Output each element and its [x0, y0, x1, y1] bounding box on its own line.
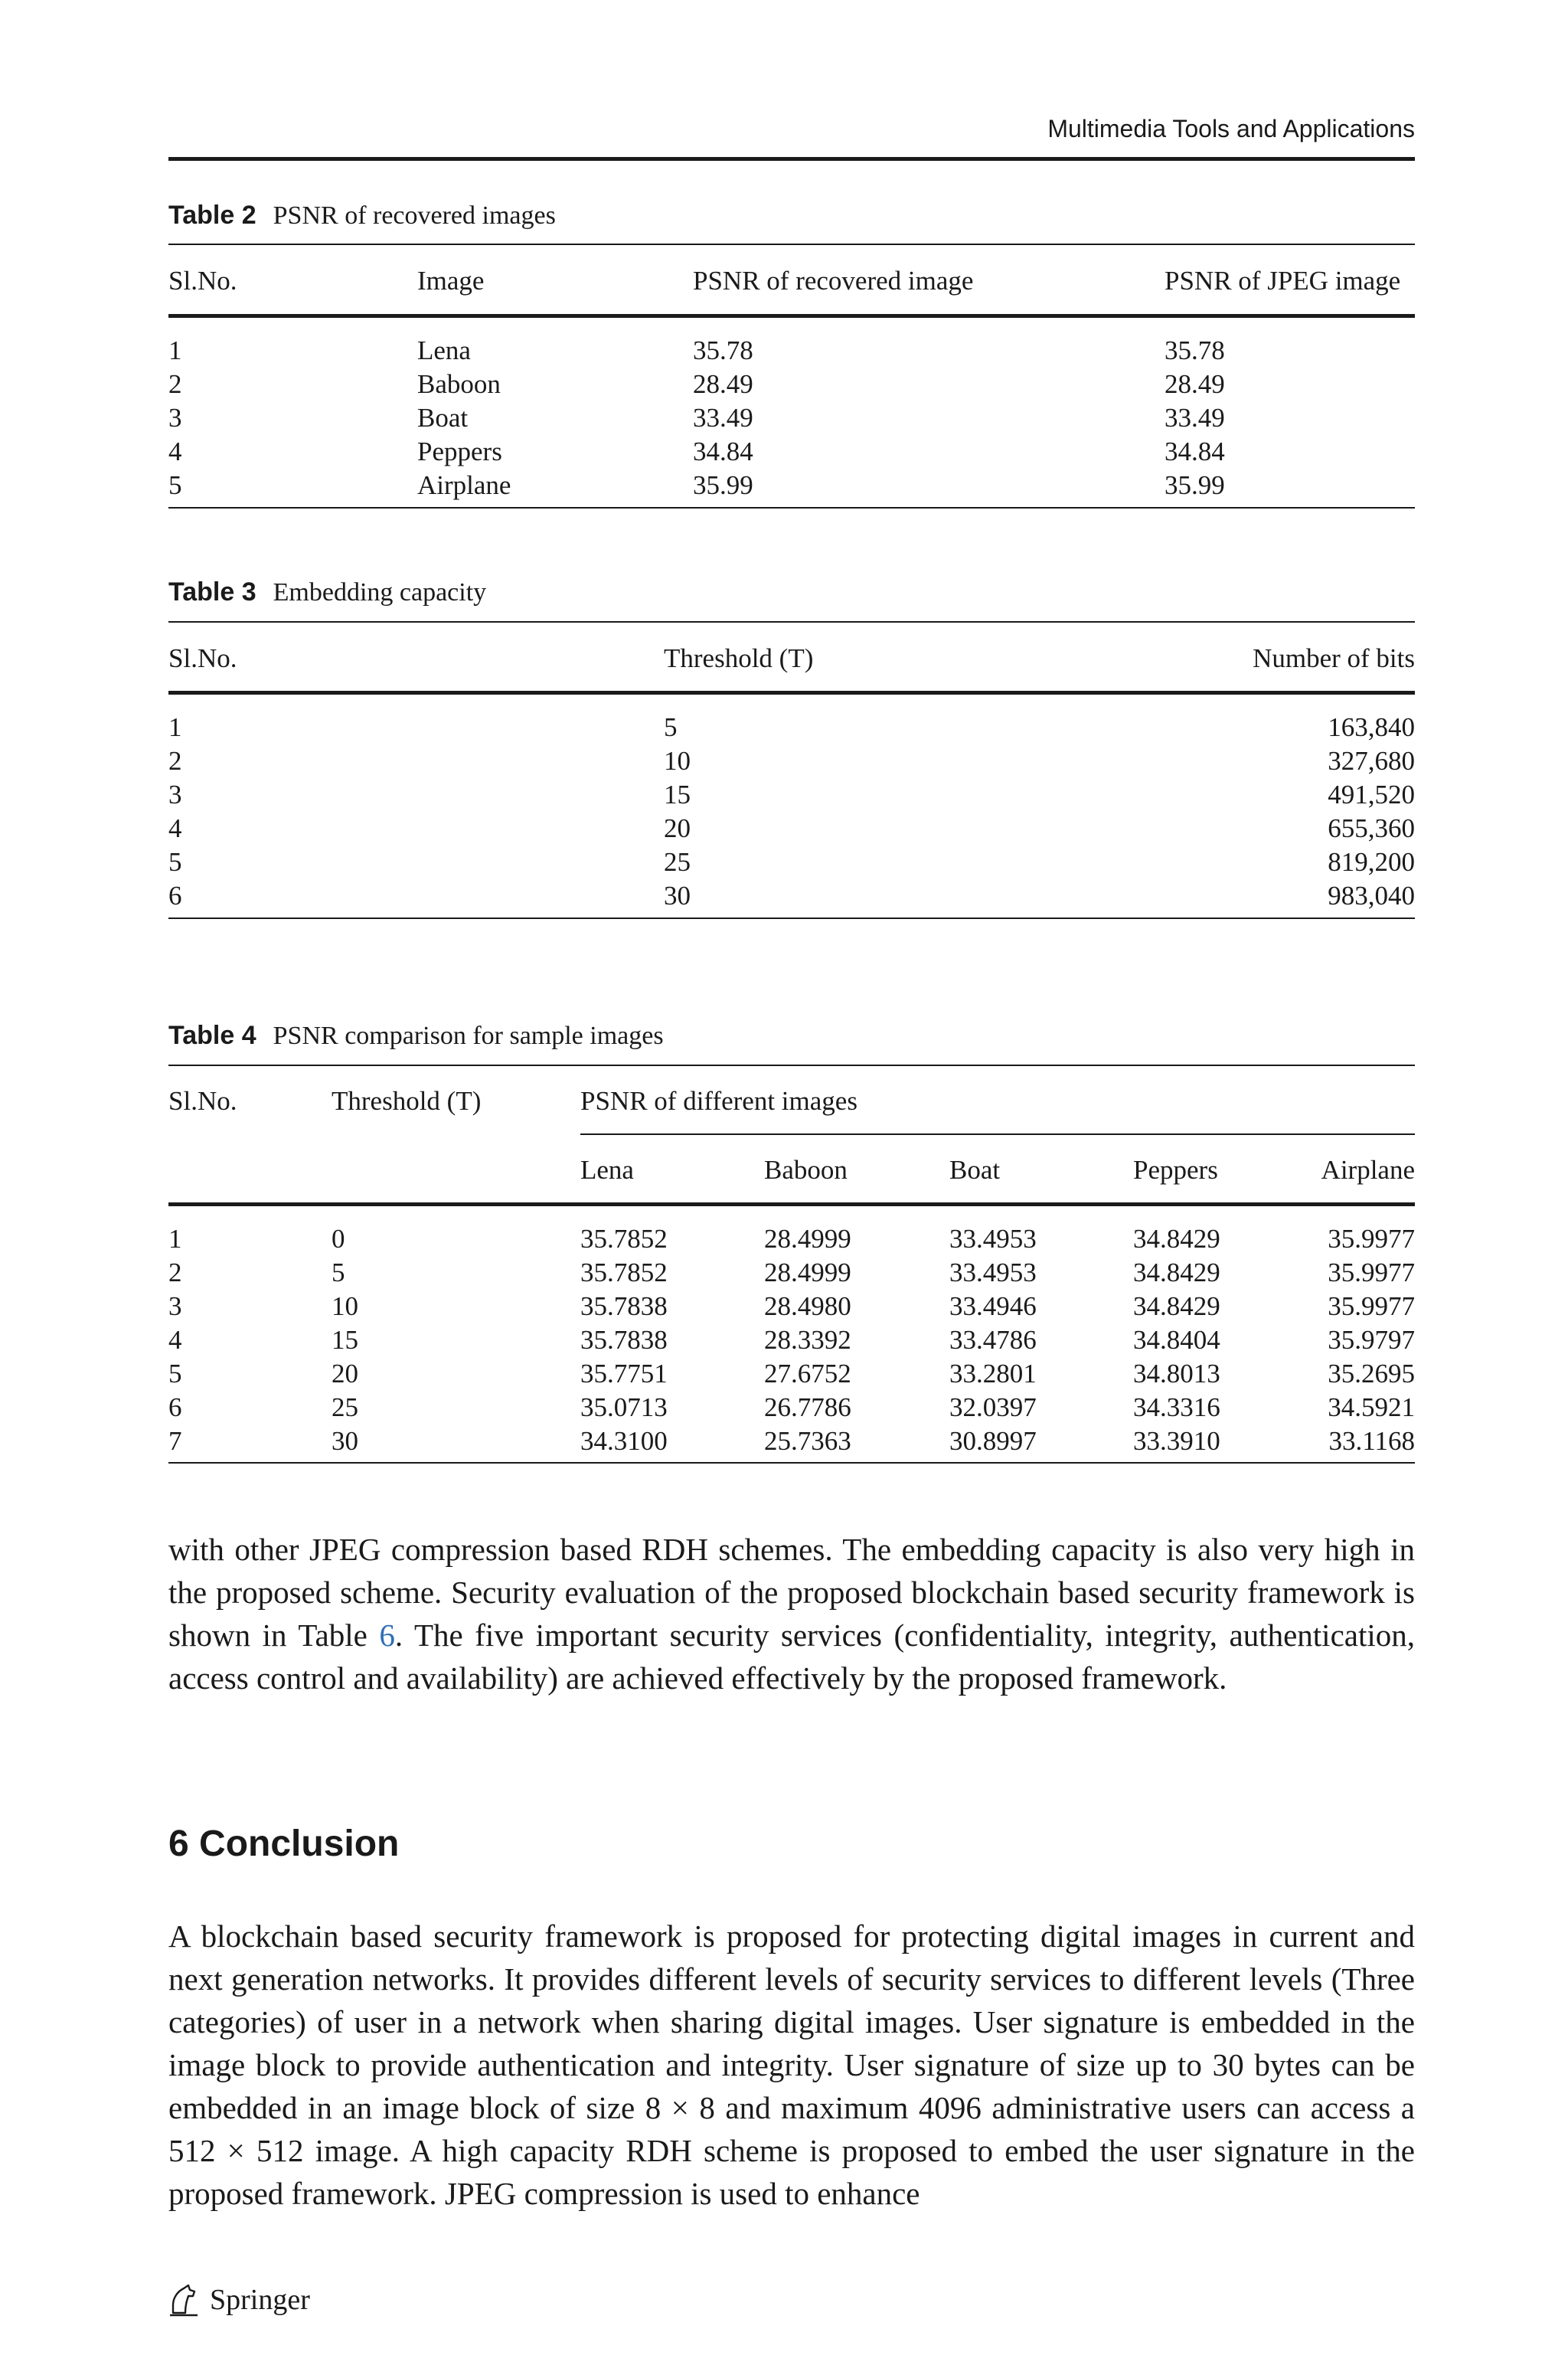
table4-row-cell-lena: 35.7852 [580, 1224, 668, 1254]
table4-row-cell-threshold: 25 [332, 1392, 358, 1422]
table2-label: Table 2 [168, 201, 256, 230]
table4-subheader-lena: Lena [580, 1155, 634, 1185]
table3-row-cell-bits: 655,360 [1328, 813, 1415, 843]
table4-header-slno: Sl.No. [168, 1086, 237, 1116]
table2-row-cell-slno: 1 [168, 335, 182, 365]
table4-row-cell-lena: 35.7838 [580, 1325, 668, 1355]
table4-row-cell-lena: 35.7852 [580, 1258, 668, 1287]
table4-caption [168, 1021, 664, 1051]
table3-caption [168, 577, 486, 607]
table3-row-cell-bits: 819,200 [1328, 847, 1415, 877]
table2-row-cell-image: Baboon [417, 369, 501, 399]
table3-row-cell-slno: 4 [168, 813, 182, 843]
table4-row-cell-slno: 6 [168, 1392, 182, 1422]
table4-title: PSNR comparison for sample images [273, 1022, 664, 1050]
table4-header-rule [168, 1202, 1415, 1206]
table4-row-cell-slno: 7 [168, 1426, 182, 1456]
table4-row-cell-baboon: 28.4999 [764, 1258, 851, 1287]
table4-row-cell-lena: 35.0713 [580, 1392, 668, 1422]
table2-row-cell-slno: 4 [168, 437, 182, 466]
table4-row-cell-threshold: 30 [332, 1426, 358, 1456]
table4-row-cell-boat: 33.4953 [949, 1258, 1037, 1287]
table2-row-cell-psnr-recovered: 35.78 [693, 335, 753, 365]
table4-row-cell-airplane: 35.2695 [1328, 1359, 1415, 1389]
table3-header-slno: Sl.No. [168, 643, 237, 673]
table2-header-psnr-jpeg: PSNR of JPEG image [1165, 266, 1401, 296]
table4-row-cell-peppers: 34.8013 [1133, 1359, 1220, 1389]
table3-row-cell-bits: 163,840 [1328, 712, 1415, 742]
table3-header-bits: Number of bits [1253, 643, 1415, 673]
table3-row-cell-threshold: 20 [664, 813, 691, 843]
table3-label: Table 3 [168, 577, 256, 607]
table3-row-cell-threshold: 25 [664, 847, 691, 877]
springer-horse-logo-icon [168, 2282, 199, 2317]
table4-row-cell-airplane: 35.9977 [1328, 1224, 1415, 1254]
table3-row-cell-bits: 491,520 [1328, 780, 1415, 810]
table4-row-cell-boat: 33.4786 [949, 1325, 1037, 1355]
table4-row-cell-baboon: 26.7786 [764, 1392, 851, 1422]
table2-caption [168, 201, 556, 231]
table2-row-cell-psnr-recovered: 34.84 [693, 437, 753, 466]
table2-row-cell-image: Boat [417, 403, 469, 433]
table4-row-cell-airplane: 35.9977 [1328, 1291, 1415, 1321]
table4-row-cell-boat: 33.4953 [949, 1224, 1037, 1254]
table4-row-cell-airplane: 35.9977 [1328, 1258, 1415, 1287]
table4-row-cell-slno: 2 [168, 1258, 182, 1287]
table2-title: PSNR of recovered images [273, 201, 556, 230]
table4-header-threshold: Threshold (T) [332, 1086, 482, 1116]
header-rule [168, 157, 1415, 161]
table4-row-cell-slno: 3 [168, 1291, 182, 1321]
paragraph-results-text-a: with other JPEG compression based RDH schemes. The embedding capacity is also very high in the proposed scheme. Security evaluation of the proposed blockchain based security framework is shown in Table [168, 1532, 1415, 1653]
table-6-reference-link[interactable]: 6 [379, 1617, 395, 1653]
table2-bottom-rule [168, 507, 1415, 509]
table4-row-cell-boat: 32.0397 [949, 1392, 1037, 1422]
table4-row-cell-peppers: 34.3316 [1133, 1392, 1220, 1422]
table3-row-cell-slno: 3 [168, 780, 182, 810]
table2-row-cell-psnr-jpeg: 35.99 [1165, 470, 1225, 500]
table4-row-cell-threshold: 5 [332, 1258, 345, 1287]
table4-row-cell-boat: 30.8997 [949, 1426, 1037, 1456]
table3-row-cell-bits: 983,040 [1328, 881, 1415, 911]
table3-title: Embedding capacity [273, 578, 487, 607]
table4-label: Table 4 [168, 1021, 256, 1050]
table2-row-cell-slno: 2 [168, 369, 182, 399]
table4-subheader-boat: Boat [949, 1155, 1001, 1185]
table4-row-cell-threshold: 15 [332, 1325, 358, 1355]
table4-row-cell-airplane: 33.1168 [1328, 1426, 1415, 1456]
table2-row-cell-image: Peppers [417, 437, 502, 466]
table3-row-cell-slno: 5 [168, 847, 182, 877]
publisher-name: Springer [210, 2284, 310, 2316]
table4-row-cell-threshold: 0 [332, 1224, 345, 1254]
table2-row-cell-image: Lena [417, 335, 471, 365]
table3-row-cell-slno: 2 [168, 746, 182, 776]
table4-group-rule [580, 1133, 1415, 1135]
table2-header-image: Image [417, 266, 485, 296]
table2-row-cell-slno: 5 [168, 470, 182, 500]
table4-row-cell-slno: 5 [168, 1359, 182, 1389]
table4-row-cell-threshold: 10 [332, 1291, 358, 1321]
table2-header-psnr-recovered: PSNR of recovered image [693, 266, 974, 296]
paragraph-conclusion [168, 1915, 1415, 2215]
table4-row-cell-baboon: 28.3392 [764, 1325, 851, 1355]
table4-row-cell-threshold: 20 [332, 1359, 358, 1389]
table3-header-rule [168, 691, 1415, 695]
table2-row-cell-psnr-recovered: 33.49 [693, 403, 753, 433]
table4-row-cell-boat: 33.4946 [949, 1291, 1037, 1321]
table4-row-cell-slno: 1 [168, 1224, 182, 1254]
table2-row-cell-psnr-recovered: 35.99 [693, 470, 753, 500]
table4-row-cell-peppers: 34.8404 [1133, 1325, 1220, 1355]
table3-row-cell-slno: 6 [168, 881, 182, 911]
table2-row-cell-psnr-jpeg: 34.84 [1165, 437, 1225, 466]
table4-bottom-rule [168, 1462, 1415, 1464]
table4-row-cell-baboon: 28.4980 [764, 1291, 851, 1321]
table2-row-cell-slno: 3 [168, 403, 182, 433]
table4-subheader-peppers: Peppers [1133, 1155, 1218, 1185]
table2-top-rule [168, 244, 1415, 245]
table4-row-cell-peppers: 34.8429 [1133, 1224, 1220, 1254]
publisher-footer [168, 2282, 310, 2317]
table2-row-cell-image: Airplane [417, 470, 511, 500]
running-header: Multimedia Tools and Applications [1047, 115, 1415, 142]
paragraph-results [168, 1528, 1415, 1699]
table4-header-psnr-group: PSNR of different images [580, 1086, 858, 1116]
table3-bottom-rule [168, 918, 1415, 919]
table2-row-cell-psnr-recovered: 28.49 [693, 369, 753, 399]
paragraph-conclusion-text: A blockchain based security framework is proposed for protecting digital images in current and next generation networks. It provides different levels of security services to different levels (Three categories) of user in a network when sharing digital images. User signature is embedded in the image block to provide authentication and integrity. User signature of size up to 30 bytes can be embedded in an image block of size 8 × 8 and maximum 4096 administrative users can access a 512 × 512 image. A high capacity RDH scheme is proposed to embed the user signature in the proposed framework. JPEG compression is used to enhance [168, 1918, 1415, 2211]
table4-row-cell-airplane: 35.9797 [1328, 1325, 1415, 1355]
table4-row-cell-lena: 34.3100 [580, 1426, 668, 1456]
paragraph-results-text-b: . The five important security services (confidentiality, integrity, authentication, access control and availability) are achieved effectively by the proposed framework. [168, 1617, 1416, 1696]
table2-header-rule [168, 314, 1415, 318]
table2-row-cell-psnr-jpeg: 28.49 [1165, 369, 1225, 399]
table4-subheader-baboon: Baboon [764, 1155, 848, 1185]
section-heading-conclusion: 6 Conclusion [168, 1824, 400, 1864]
table4-row-cell-lena: 35.7751 [580, 1359, 668, 1389]
table3-row-cell-threshold: 5 [664, 712, 678, 742]
table3-row-cell-threshold: 30 [664, 881, 691, 911]
table4-row-cell-boat: 33.2801 [949, 1359, 1037, 1389]
table4-top-rule [168, 1065, 1415, 1066]
table3-row-cell-slno: 1 [168, 712, 182, 742]
table4-row-cell-baboon: 28.4999 [764, 1224, 851, 1254]
table4-subheader-airplane: Airplane [1321, 1155, 1415, 1185]
table4-row-cell-peppers: 34.8429 [1133, 1291, 1220, 1321]
table2-row-cell-psnr-jpeg: 35.78 [1165, 335, 1225, 365]
table2-row-cell-psnr-jpeg: 33.49 [1165, 403, 1225, 433]
table4-row-cell-baboon: 25.7363 [764, 1426, 851, 1456]
table4-row-cell-peppers: 33.3910 [1133, 1426, 1220, 1456]
table3-row-cell-bits: 327,680 [1328, 746, 1415, 776]
table3-row-cell-threshold: 10 [664, 746, 691, 776]
table4-row-cell-peppers: 34.8429 [1133, 1258, 1220, 1287]
table4-row-cell-airplane: 34.5921 [1328, 1392, 1415, 1422]
table4-row-cell-slno: 4 [168, 1325, 182, 1355]
table4-row-cell-lena: 35.7838 [580, 1291, 668, 1321]
table4-row-cell-baboon: 27.6752 [764, 1359, 851, 1389]
table2-header-slno: Sl.No. [168, 266, 237, 296]
table3-top-rule [168, 621, 1415, 623]
table3-row-cell-threshold: 15 [664, 780, 691, 810]
table3-header-threshold: Threshold (T) [664, 643, 814, 673]
